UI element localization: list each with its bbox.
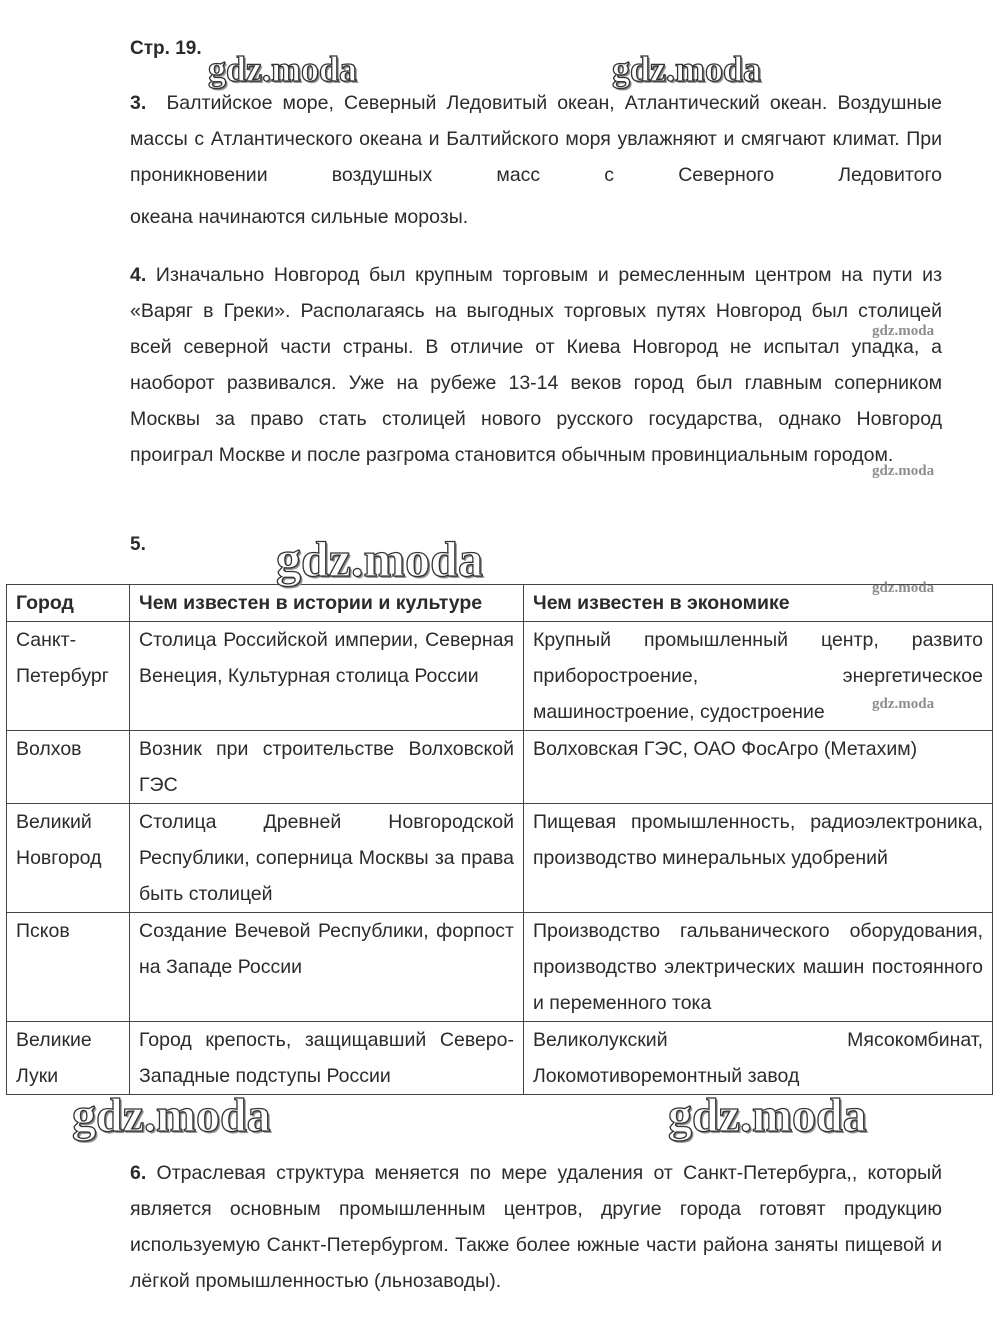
table-row — [7, 1022, 993, 1095]
text-line: провинциальным городом. — [651, 444, 894, 466]
header-city: Город — [7, 585, 130, 622]
cell-city: Волхов — [7, 731, 130, 804]
cell-history: Создание Вечевой Республики, форпост на Западе России — [130, 913, 524, 1022]
cell-history: Столица Древней Новгородской Республики, соперница Москвы за права быть столицей — [130, 804, 524, 913]
cell-city: Санкт- Петербург — [7, 622, 130, 731]
cell-history: Возник при строительстве Волховской ГЭС — [130, 731, 524, 804]
text-line: Воздушные массы с Атлантического океана и Балтийского моря увлажняют и — [130, 92, 943, 150]
watermark-logo: gdz.moda — [72, 1089, 271, 1142]
answer-5-number: 5. — [130, 534, 146, 555]
watermark-logo: gdz.moda — [668, 1089, 867, 1142]
text-line: столицей всей северной части страны. В отличие от Киева Новгород не испытал — [130, 300, 942, 358]
watermark-logo: gdz.moda — [872, 463, 935, 479]
cell-economy: Пищевая промышленность, радиоэлектроника, производство минеральных удобрений — [524, 804, 993, 913]
answer-3 — [130, 85, 942, 235]
table-row — [7, 913, 993, 1022]
watermark-logo: gdz.moda — [872, 323, 935, 339]
cell-economy: Волховская ГЭС, ОАО ФосАгро (Метахим) — [524, 731, 993, 804]
cell-economy: Производство гальванического оборудования, производство электрических машин постоянного и переменного тока — [524, 913, 993, 1022]
text-line: Отраслевая структура меняется по мере удаления от Санкт-Петербурга,, — [156, 1162, 858, 1184]
text-line: Балтийское море, Северный Ледовитый океан, Атлантический океан. — [166, 92, 828, 114]
cell-economy: Крупный промышленный центр, развито приборостроение, энергетическое машиностроение, судостроение — [524, 622, 993, 731]
answer-6 — [130, 1155, 942, 1299]
text-line: упадка, а наоборот развивался. Уже на рубеже 13-14 веков город был главным — [130, 336, 942, 394]
header-economy: Чем известен в экономике — [524, 585, 993, 622]
watermark-logo: gdz.moda — [276, 531, 483, 587]
text-line: Новгород проиграл Москве и после разгрома становится обычным — [130, 408, 942, 466]
text-line: из «Варяг в Греки». Располагаясь на выгодных торговых путях Новгород был — [130, 264, 943, 322]
watermark-logo: gdz.moda — [872, 580, 935, 596]
answer-number: 6. — [130, 1162, 147, 1184]
cities-table — [6, 584, 993, 1095]
text-line: океана начинаются сильные морозы. — [130, 206, 469, 228]
text-line: соперником Москвы за право стать столицей нового русского государства, однако — [130, 372, 942, 430]
cell-economy: Великолукский Мясокомбинат, Локомотиворемонтный завод — [524, 1022, 993, 1095]
text-line: смягчают климат. При проникновении воздушных масс с Северного Ледовитого — [130, 128, 942, 186]
text-line: Изначально Новгород был крупным торговым и ремесленным центром на пути — [155, 264, 913, 286]
watermark-logo: gdz.moda — [612, 49, 762, 89]
cell-city: Великий Новгород — [7, 804, 130, 913]
answer-number: 3. — [130, 92, 147, 114]
page-number: Стр. 19. — [130, 38, 202, 59]
table-header-row — [7, 585, 993, 622]
cell-city: Псков — [7, 913, 130, 1022]
cell-city: Великие Луки — [7, 1022, 130, 1095]
text-line: который является основным промышленным центров, другие города готовят — [130, 1162, 943, 1220]
text-line: продукцию используемую Санкт-Петербургом. Также более южные части района — [130, 1198, 942, 1256]
answer-number: 4. — [130, 264, 147, 286]
watermark-logo: gdz.moda — [208, 49, 358, 89]
cell-history: Город крепость, защищавший Северо-Западные подступы России — [130, 1022, 524, 1095]
cell-history: Столица Российской империи, Северная Венеция, Культурная столица России — [130, 622, 524, 731]
table-row — [7, 622, 993, 731]
table-row — [7, 804, 993, 913]
header-history: Чем известен в истории и культуре — [130, 585, 524, 622]
table-row — [7, 731, 993, 804]
watermark-logo: gdz.moda — [872, 696, 935, 712]
text-line: заняты пищевой и лёгкой промышленностью (льнозаводы). — [130, 1234, 942, 1292]
answer-4 — [130, 257, 942, 473]
